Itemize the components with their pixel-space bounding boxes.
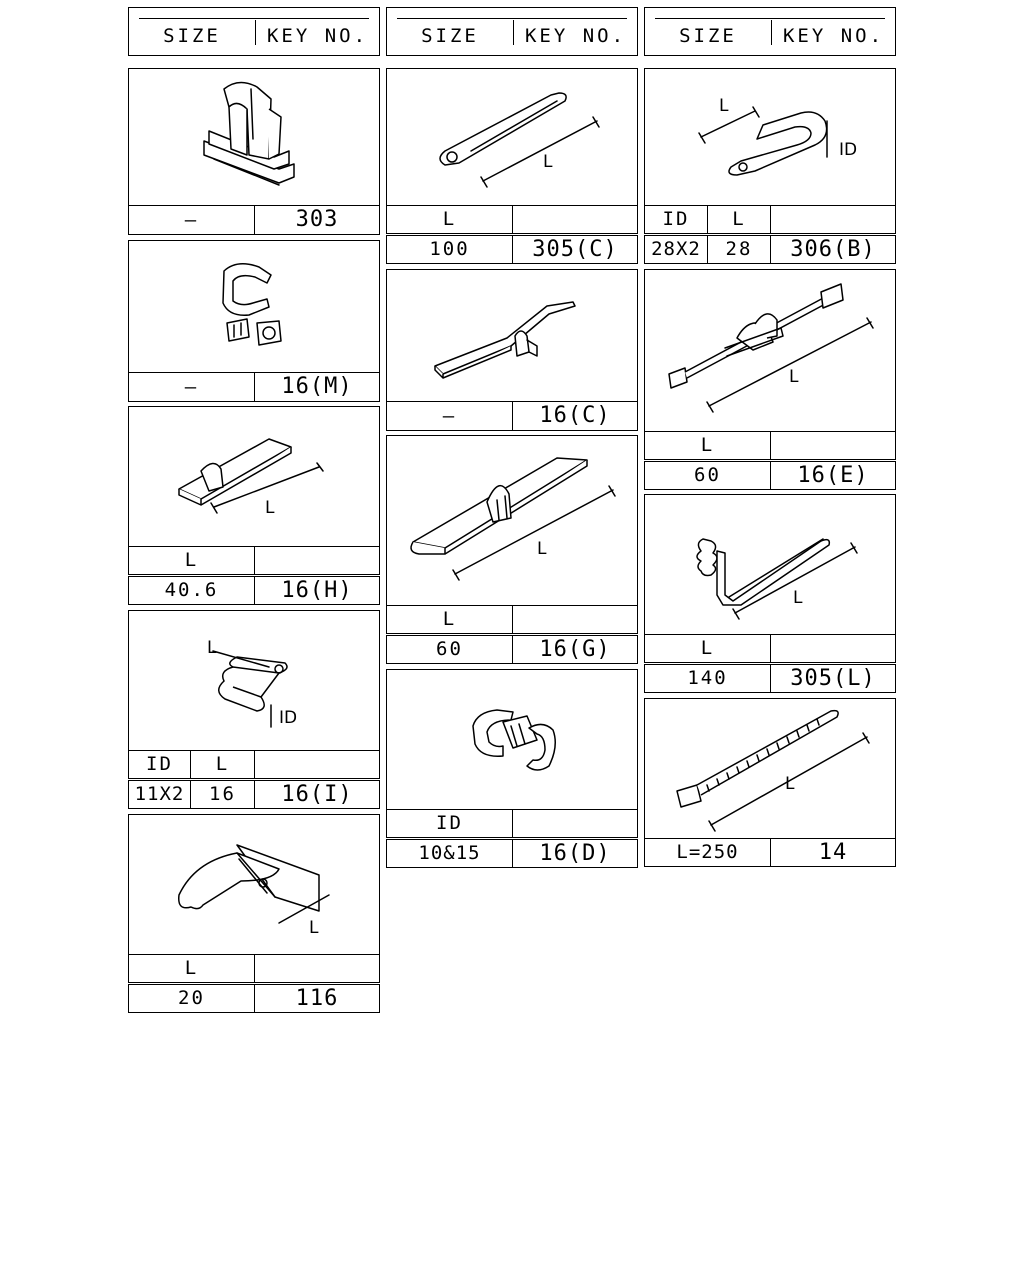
clip-16m-drawing: [129, 241, 379, 372]
part-305l-image-box: [644, 494, 896, 635]
part-16g-dim-value: 60: [386, 635, 513, 664]
header-col-2: [386, 7, 638, 56]
dim-l-label: L: [207, 638, 217, 658]
part-16i-dim1-value: 11X2: [128, 780, 191, 809]
part-16h-key: 16(H): [254, 576, 380, 605]
part-16i-key: 16(I): [254, 780, 380, 809]
clip-16i-drawing: [129, 611, 379, 750]
cable-tie-14-drawing: [645, 699, 895, 838]
part-16c-image-box: [386, 269, 638, 402]
part-16e-key: 16(E): [770, 461, 896, 490]
part-16e-dim-blank: [770, 431, 896, 460]
part-16d-dim-blank: [512, 809, 638, 838]
part-16c-key: 16(C): [512, 401, 638, 431]
part-16d-image-box: [386, 669, 638, 810]
part-306b-image-box: [644, 68, 896, 206]
part-116-dim-label: L: [128, 954, 255, 983]
dim-id-label: ID: [839, 140, 858, 160]
clip-16c-drawing: [387, 270, 637, 401]
part-16g-dim-label: L: [386, 605, 513, 634]
part-303-size: —: [128, 205, 255, 235]
clip-305l-drawing: [645, 495, 895, 634]
header-size: SIZE: [421, 25, 479, 47]
header-col-1: [128, 7, 380, 56]
clip-303-drawing: [129, 69, 379, 205]
clip-16h-drawing: [129, 407, 379, 546]
part-305c-dim-blank: [512, 205, 638, 234]
part-14-key: 14: [770, 838, 896, 867]
part-16i-image-box: [128, 610, 380, 751]
part-16g-dim-blank: [512, 605, 638, 634]
part-16d-key: 16(D): [512, 839, 638, 868]
part-303-key: 303: [254, 205, 380, 235]
dim-l-label: L: [265, 498, 275, 518]
dim-l-label: L: [793, 588, 803, 608]
part-16e-image-box: [644, 269, 896, 432]
part-306b-dim1-value: 28X2: [644, 235, 708, 264]
part-305c-dim-label: L: [386, 205, 513, 234]
part-116-dim-blank: [254, 954, 380, 983]
clip-305c-drawing: [387, 69, 637, 205]
dim-l-label: L: [537, 539, 547, 559]
part-16m-size: —: [128, 372, 255, 402]
part-305c-key: 305(C): [512, 235, 638, 264]
part-16e-dim-value: 60: [644, 461, 771, 490]
clip-116-drawing: [129, 815, 379, 954]
part-16i-dim-blank: [254, 750, 380, 779]
part-16c-size: —: [386, 401, 513, 431]
dim-l-label: L: [789, 367, 799, 387]
part-16h-dim-label: L: [128, 546, 255, 575]
dim-l-label: L: [543, 152, 553, 172]
part-16h-dim-value: 40.6: [128, 576, 255, 605]
part-305l-dim-blank: [770, 634, 896, 663]
part-16i-dim2-value: 16: [190, 780, 255, 809]
part-14-size: L=250: [644, 838, 771, 867]
header-key-no: KEY NO.: [266, 25, 369, 47]
part-16g-key: 16(G): [512, 635, 638, 664]
header-col-3: [644, 7, 896, 56]
dim-l-label: L: [785, 774, 795, 794]
dim-l-label: L: [719, 96, 729, 116]
part-16h-image-box: [128, 406, 380, 547]
part-305l-key: 305(L): [770, 664, 896, 693]
clip-16g-drawing: [387, 436, 637, 605]
clip-306b-drawing: [645, 69, 895, 205]
part-16i-dim2-label: L: [190, 750, 255, 779]
part-16m-image-box: [128, 240, 380, 373]
part-16g-image-box: [386, 435, 638, 606]
part-16i-dim1-label: ID: [128, 750, 191, 779]
part-116-dim-value: 20: [128, 984, 255, 1013]
part-16d-dim-label: ID: [386, 809, 513, 838]
part-306b-dim2-value: 28: [707, 235, 771, 264]
part-16e-dim-label: L: [644, 431, 771, 460]
header-size: SIZE: [679, 25, 737, 47]
part-16m-key: 16(M): [254, 372, 380, 402]
header-key-no: KEY NO.: [524, 25, 627, 47]
clip-16e-drawing: [645, 270, 895, 431]
part-16d-dim-value: 10&15: [386, 839, 513, 868]
part-306b-dim2-label: L: [707, 205, 771, 234]
part-305c-dim-value: 100: [386, 235, 513, 264]
dim-l-label: L: [309, 918, 319, 938]
part-116-key: 116: [254, 984, 380, 1013]
part-14-image-box: [644, 698, 896, 839]
part-16h-dim-blank: [254, 546, 380, 575]
part-306b-dim1-label: ID: [644, 205, 708, 234]
part-303-image-box: [128, 68, 380, 206]
part-306b-dim-blank: [770, 205, 896, 234]
part-305l-dim-value: 140: [644, 664, 771, 693]
header-size: SIZE: [163, 25, 221, 47]
part-305l-dim-label: L: [644, 634, 771, 663]
part-306b-key: 306(B): [770, 235, 896, 264]
part-305c-image-box: [386, 68, 638, 206]
clip-16d-drawing: [387, 670, 637, 809]
part-116-image-box: [128, 814, 380, 955]
header-key-no: KEY NO.: [782, 25, 885, 47]
dim-id-label: ID: [279, 708, 298, 728]
